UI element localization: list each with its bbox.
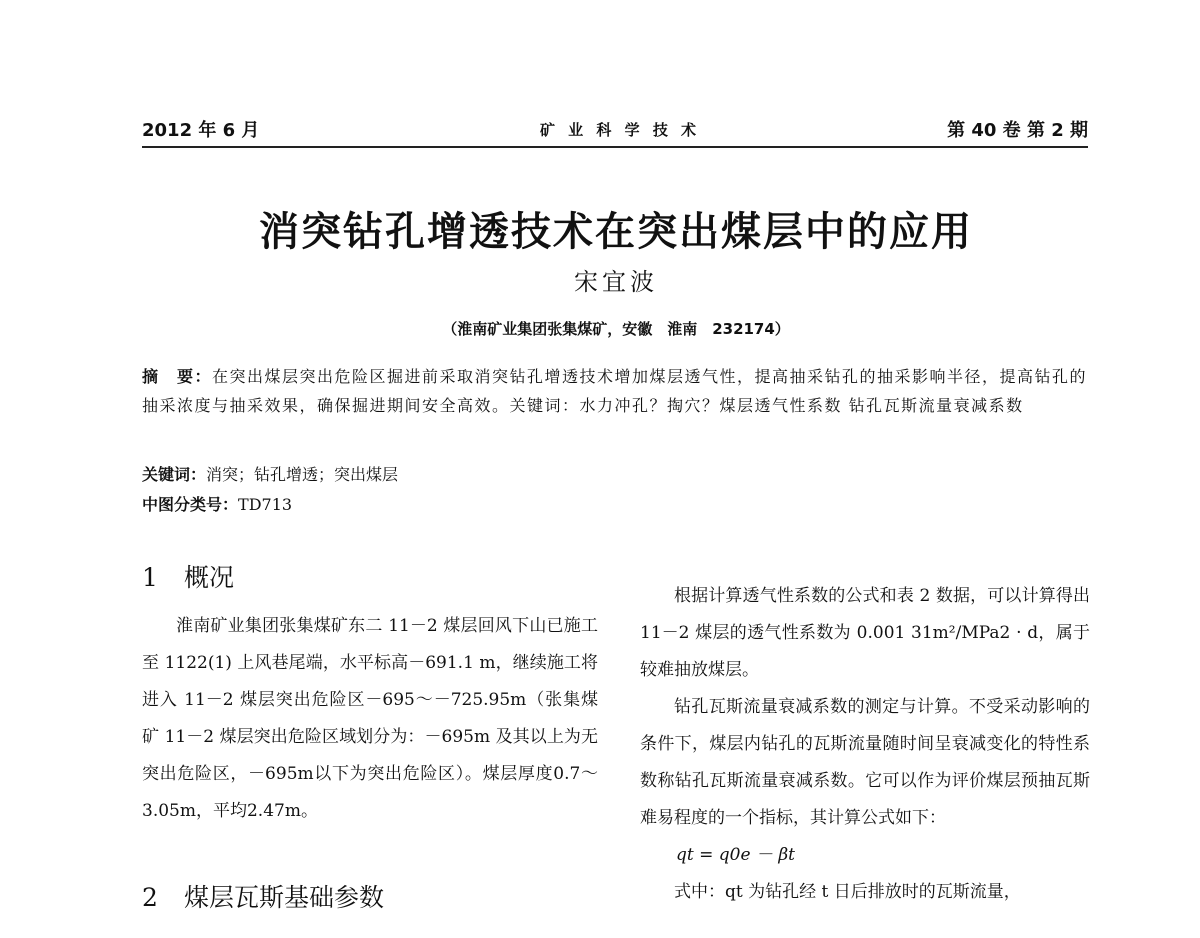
header-rule <box>142 146 1088 148</box>
right-column <box>640 578 1090 911</box>
section-number: 1 <box>142 563 158 592</box>
abstract <box>142 362 1088 420</box>
classification-text: TD713 <box>238 495 293 514</box>
paragraph: 淮南矿业集团张集煤矿东二 11－2 煤层回风下山已施工至 1122(1) 上风巷尾端，水平标高－691.1 m，继续施工将进入 11－2 煤层突出危险区－695～－725.95m（张集煤矿 11－2 煤层突出危险区域划分为：－695m 及其以上为无突出危险区，－695m以下为突出危险区）。煤层厚度0.7～3.05m，平均2.47m。 <box>142 616 598 821</box>
formula: qt = q0e － βt <box>676 845 795 865</box>
keywords <box>142 460 398 489</box>
paragraph: 式中：qt 为钻孔经 t 日后排放时的瓦斯流量， <box>674 882 1021 902</box>
paragraph: 根据计算透气性系数的公式和表 2 数据，可以计算得出 11－2 煤层的透气性系数为 0.001 31m²/MPa2 · d，属于较难抽放煤层。 <box>640 586 1090 680</box>
abstract-text: 在突出煤层突出危险区掘进前采取消突钻孔增透技术增加煤层透气性，提高抽采钻孔的抽采影响半径，提高钻孔的抽采浓度与抽采效果，确保掘进期间安全高效。关键词：水力冲孔？掏穴？煤层透气性系数 钻孔瓦斯流量衰减系数 <box>142 367 1088 415</box>
affiliation: （淮南矿业集团张集煤矿，安徽 淮南 232174） <box>442 320 790 338</box>
abstract-label: 摘 要： <box>142 367 213 386</box>
running-header-journal: 矿 业 科 学 技 术 <box>539 121 701 139</box>
paragraph: 钻孔瓦斯流量衰减系数的测定与计算。不受采动影响的条件下，煤层内钻孔的瓦斯流量随时间呈衰减变化的特性系数称钻孔瓦斯流量衰减系数。它可以作为评价煤层预抽瓦斯难易程度的一个指标，其计算公式如下： <box>640 697 1090 828</box>
paper-title: 消突钻孔增透技术在突出煤层中的应用 <box>259 208 973 255</box>
running-header-date: 2012 年 6 月 <box>142 120 260 141</box>
classification <box>142 490 292 519</box>
keywords-text: 消突；钻孔增透；突出煤层 <box>206 465 399 484</box>
section-number: 2 <box>142 883 158 912</box>
classification-label: 中图分类号： <box>142 495 239 514</box>
section-title: 煤层瓦斯基础参数 <box>184 883 385 912</box>
author: 宋宜波 <box>574 268 658 296</box>
section-heading-2 <box>142 878 384 914</box>
section-heading-1 <box>142 558 234 594</box>
keywords-label: 关键词： <box>142 465 207 484</box>
left-column <box>142 608 598 830</box>
section-title: 概况 <box>184 563 235 592</box>
running-header-issue: 第 40 卷 第 2 期 <box>947 120 1088 141</box>
